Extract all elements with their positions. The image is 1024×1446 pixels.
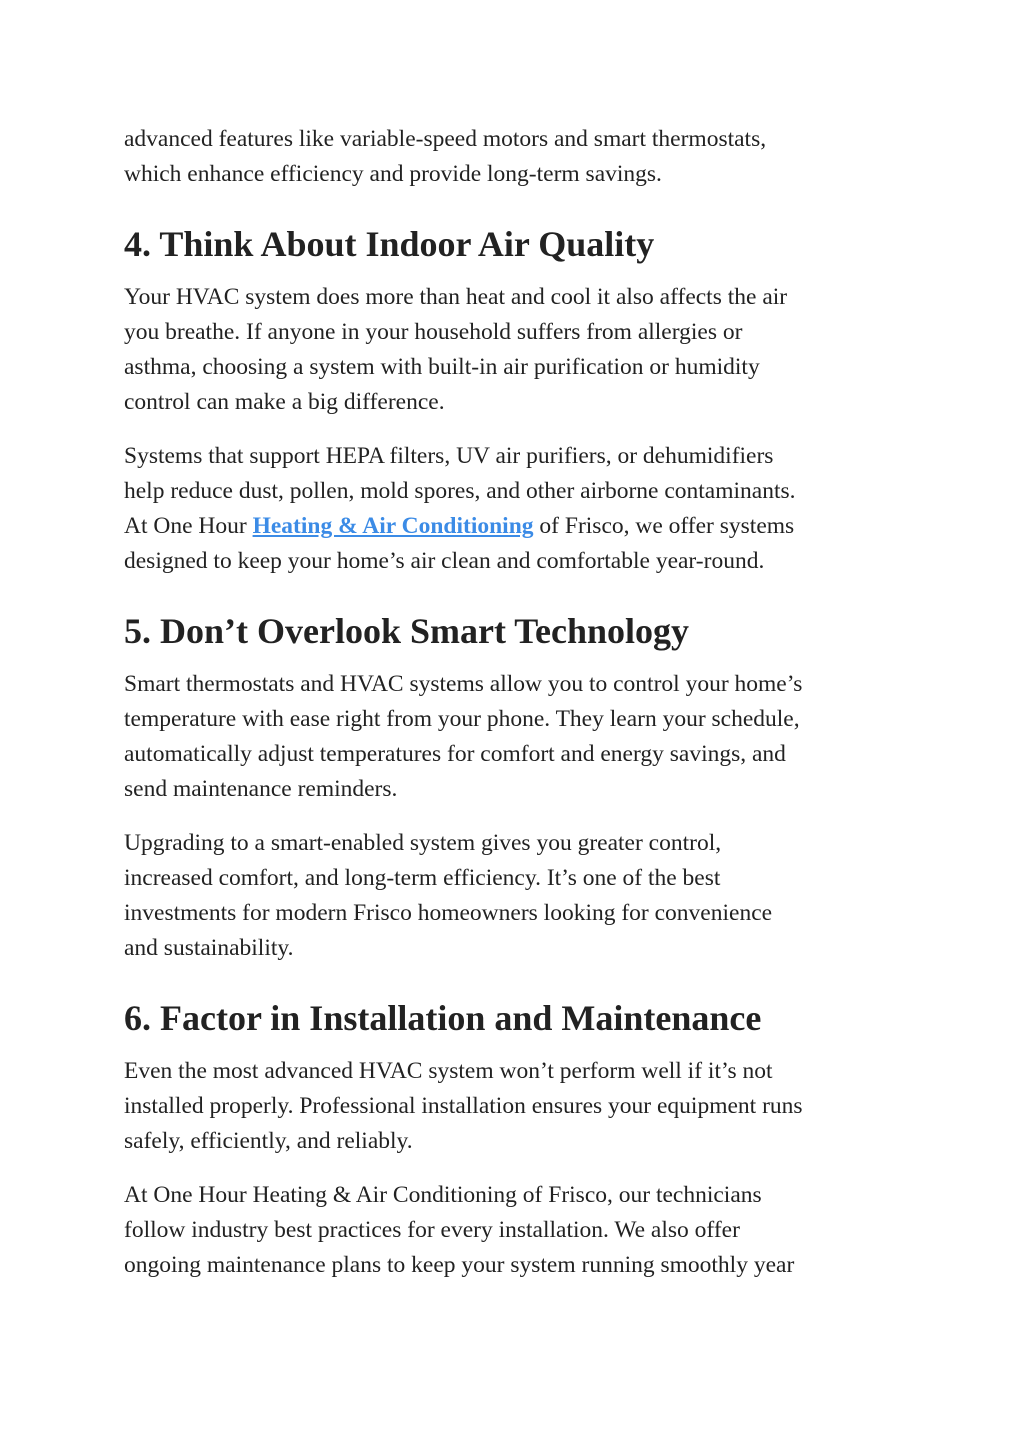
text-line: Your HVAC system does more than heat and cool it also affects the air (124, 284, 788, 310)
section-6-heading: 6. Factor in Installation and Maintenance (124, 998, 762, 1038)
text-line: you breathe. If anyone in your household suffers from allergies or (124, 319, 743, 345)
text-line: send maintenance reminders. (124, 776, 398, 802)
text-line: Systems that support HEPA filters, UV air purifiers, or dehumidifiers (124, 443, 774, 469)
text-line: ongoing maintenance plans to keep your system running smoothly year (124, 1252, 795, 1278)
section-4-heading: 4. Think About Indoor Air Quality (124, 224, 655, 264)
text-line: investments for modern Frisco homeowners looking for convenience (124, 900, 773, 926)
text-line: control can make a big difference. (124, 389, 445, 415)
text-line: safely, efficiently, and reliably. (124, 1128, 413, 1154)
section-5-heading: 5. Don’t Overlook Smart Technology (124, 611, 690, 651)
text-fragment: At One Hour (124, 513, 253, 539)
text-line: Even the most advanced HVAC system won’t perform well if it’s not (124, 1058, 773, 1084)
intro-paragraph (124, 122, 904, 192)
section-5-paragraph-2 (124, 826, 904, 966)
section-6-paragraph-2 (124, 1178, 904, 1283)
text-line: At One Hour Heating & Air Conditioning of Frisco, our technicians (124, 1182, 762, 1208)
text-line (124, 509, 904, 544)
text-line: installed properly. Professional installation ensures your equipment runs (124, 1093, 803, 1119)
section-4-paragraph-2 (124, 439, 904, 579)
section-4-paragraph-1 (124, 280, 904, 420)
text-line: automatically adjust temperatures for comfort and energy savings, and (124, 741, 786, 767)
text-line: help reduce dust, pollen, mold spores, and other airborne contaminants. (124, 478, 796, 504)
section-5-paragraph-1 (124, 667, 904, 807)
text-line: temperature with ease right from your phone. They learn your schedule, (124, 706, 800, 732)
text-line: which enhance efficiency and provide long-term savings. (124, 161, 662, 187)
text-line: Smart thermostats and HVAC systems allow you to control your home’s (124, 671, 803, 697)
text-line: and sustainability. (124, 935, 294, 961)
section-6-paragraph-1 (124, 1054, 904, 1159)
text-line: asthma, choosing a system with built-in air purification or humidity (124, 354, 760, 380)
text-line: advanced features like variable-speed motors and smart thermostats, (124, 126, 767, 152)
heating-air-conditioning-link[interactable]: Heating & Air Conditioning (252, 513, 534, 539)
text-line: increased comfort, and long-term efficiency. It’s one of the best (124, 865, 721, 891)
document-page (124, 122, 904, 1283)
text-line: follow industry best practices for every installation. We also offer (124, 1217, 740, 1243)
text-line: designed to keep your home’s air clean and comfortable year-round. (124, 548, 765, 574)
text-fragment: of Frisco, we offer systems (533, 513, 795, 539)
text-line: Upgrading to a smart-enabled system gives you greater control, (124, 830, 722, 856)
